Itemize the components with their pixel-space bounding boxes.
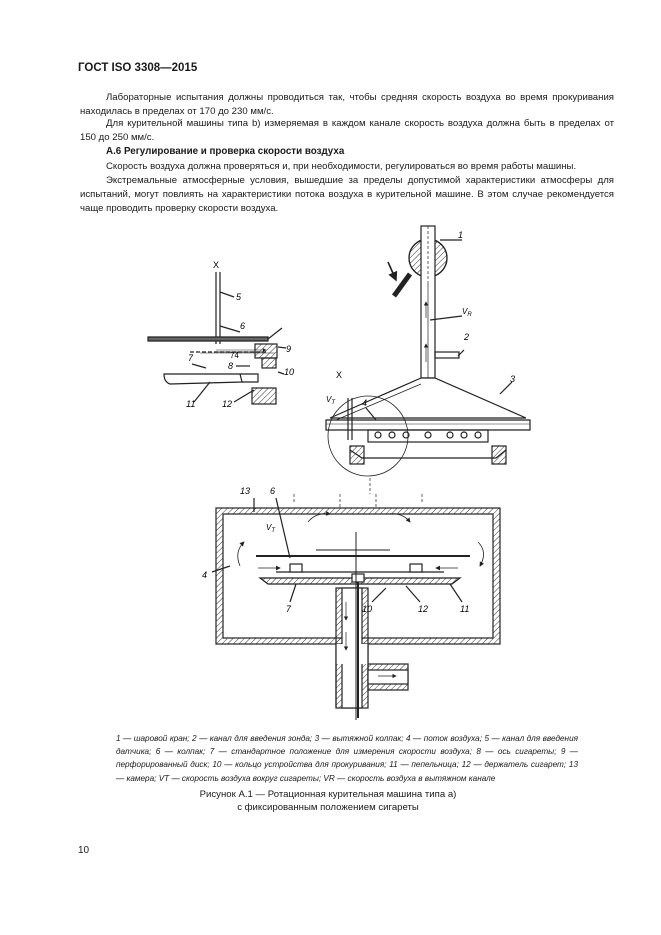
label-vt-top: $V_T$ bbox=[326, 395, 336, 406]
label-6-chamber: 6 bbox=[270, 486, 276, 496]
paragraph-machine-b: Для курительной машины типа b) измеряемая в каждом канале скорость воздуха должна быть в пределах от 150 до 250 мм/с. bbox=[80, 118, 614, 143]
label-7-chamber: 7 bbox=[286, 604, 292, 614]
label-x-main: X bbox=[336, 370, 343, 380]
paragraph-lab-tests: Лабораторные испытания должны проводиться так, чтобы средняя скорость воздуха во время прокуривания находилась в пределах от 170 до 230 мм/с. bbox=[80, 92, 614, 117]
hood-side-view bbox=[326, 226, 530, 494]
label-12-chamber: 12 bbox=[418, 604, 429, 614]
label-12-detail: 12 bbox=[222, 399, 233, 409]
standard-header: ГОСТ ISO 3308—2015 bbox=[78, 62, 198, 74]
label-13: 13 bbox=[240, 486, 251, 496]
section-title: А.6 Регулирование и проверка скорости воздуха bbox=[106, 146, 345, 157]
label-8: 8 bbox=[228, 361, 234, 371]
caption-line-1: Рисунок А.1 — Ротационная курительная машина типа а) bbox=[199, 789, 457, 800]
label-4-top: 4 bbox=[362, 398, 368, 408]
label-1: 1 bbox=[458, 230, 464, 240]
label-11-chamber: 11 bbox=[460, 604, 470, 614]
figure-a1-drawing bbox=[140, 222, 540, 722]
label-dim-74: 74 bbox=[230, 351, 239, 360]
label-10-chamber: 10 bbox=[362, 604, 373, 614]
paragraph-extreme-conditions: Экстремальные атмосферные условия, вышедшие за пределы допустимой характеристики атмосферы для испытаний, могут повлиять на характеристики потока воздуха в курительной машине. В этом случае рекомендуется чаще проводить проверку скорости воздуха. bbox=[80, 175, 614, 214]
page-number: 10 bbox=[78, 845, 90, 856]
label-vt-chamber: $V_T$ bbox=[266, 523, 276, 534]
label-5: 5 bbox=[236, 292, 242, 302]
label-4-chamber: 4 bbox=[202, 570, 208, 580]
label-10-detail: 10 bbox=[284, 367, 295, 377]
label-7-detail: 7 bbox=[188, 353, 194, 363]
label-2: 2 bbox=[464, 332, 470, 342]
label-6-detail: 6 bbox=[240, 321, 246, 331]
figure-caption bbox=[178, 788, 478, 814]
caption-line-2: с фиксированным положением сигареты bbox=[237, 802, 419, 813]
label-x-detail: X bbox=[212, 260, 220, 270]
detail-x-view bbox=[148, 272, 286, 404]
label-11-detail: 11 bbox=[186, 399, 196, 409]
figure-legend: 1 — шаровой кран; 2 — канал для введения зонда; 3 — вытяжной колпак; 4 — поток воздуха; 5 — канал для введения датчика; 6 — колпак; 7 — стандартное положение для измерения скорости воздуха; 8 — ось сигареты; 9 — перфорированный диск; 10 — кольцо устройства для прокуривания; 11 — пепельница; 12 — держатель сигарет; 13 — камера; VT — скорость воздуха вокруг сигареты; VR — скорость воздуха в вытяжном канале bbox=[116, 734, 578, 783]
paragraph-check-speed: Скорость воздуха должна проверяться и, при необходимости, регулироваться во время работы машины. bbox=[106, 161, 577, 172]
label-3: 3 bbox=[510, 374, 516, 384]
label-9: 9 bbox=[286, 344, 292, 354]
label-vr: $V_R$ bbox=[462, 307, 472, 318]
chamber-section-view bbox=[212, 494, 500, 720]
